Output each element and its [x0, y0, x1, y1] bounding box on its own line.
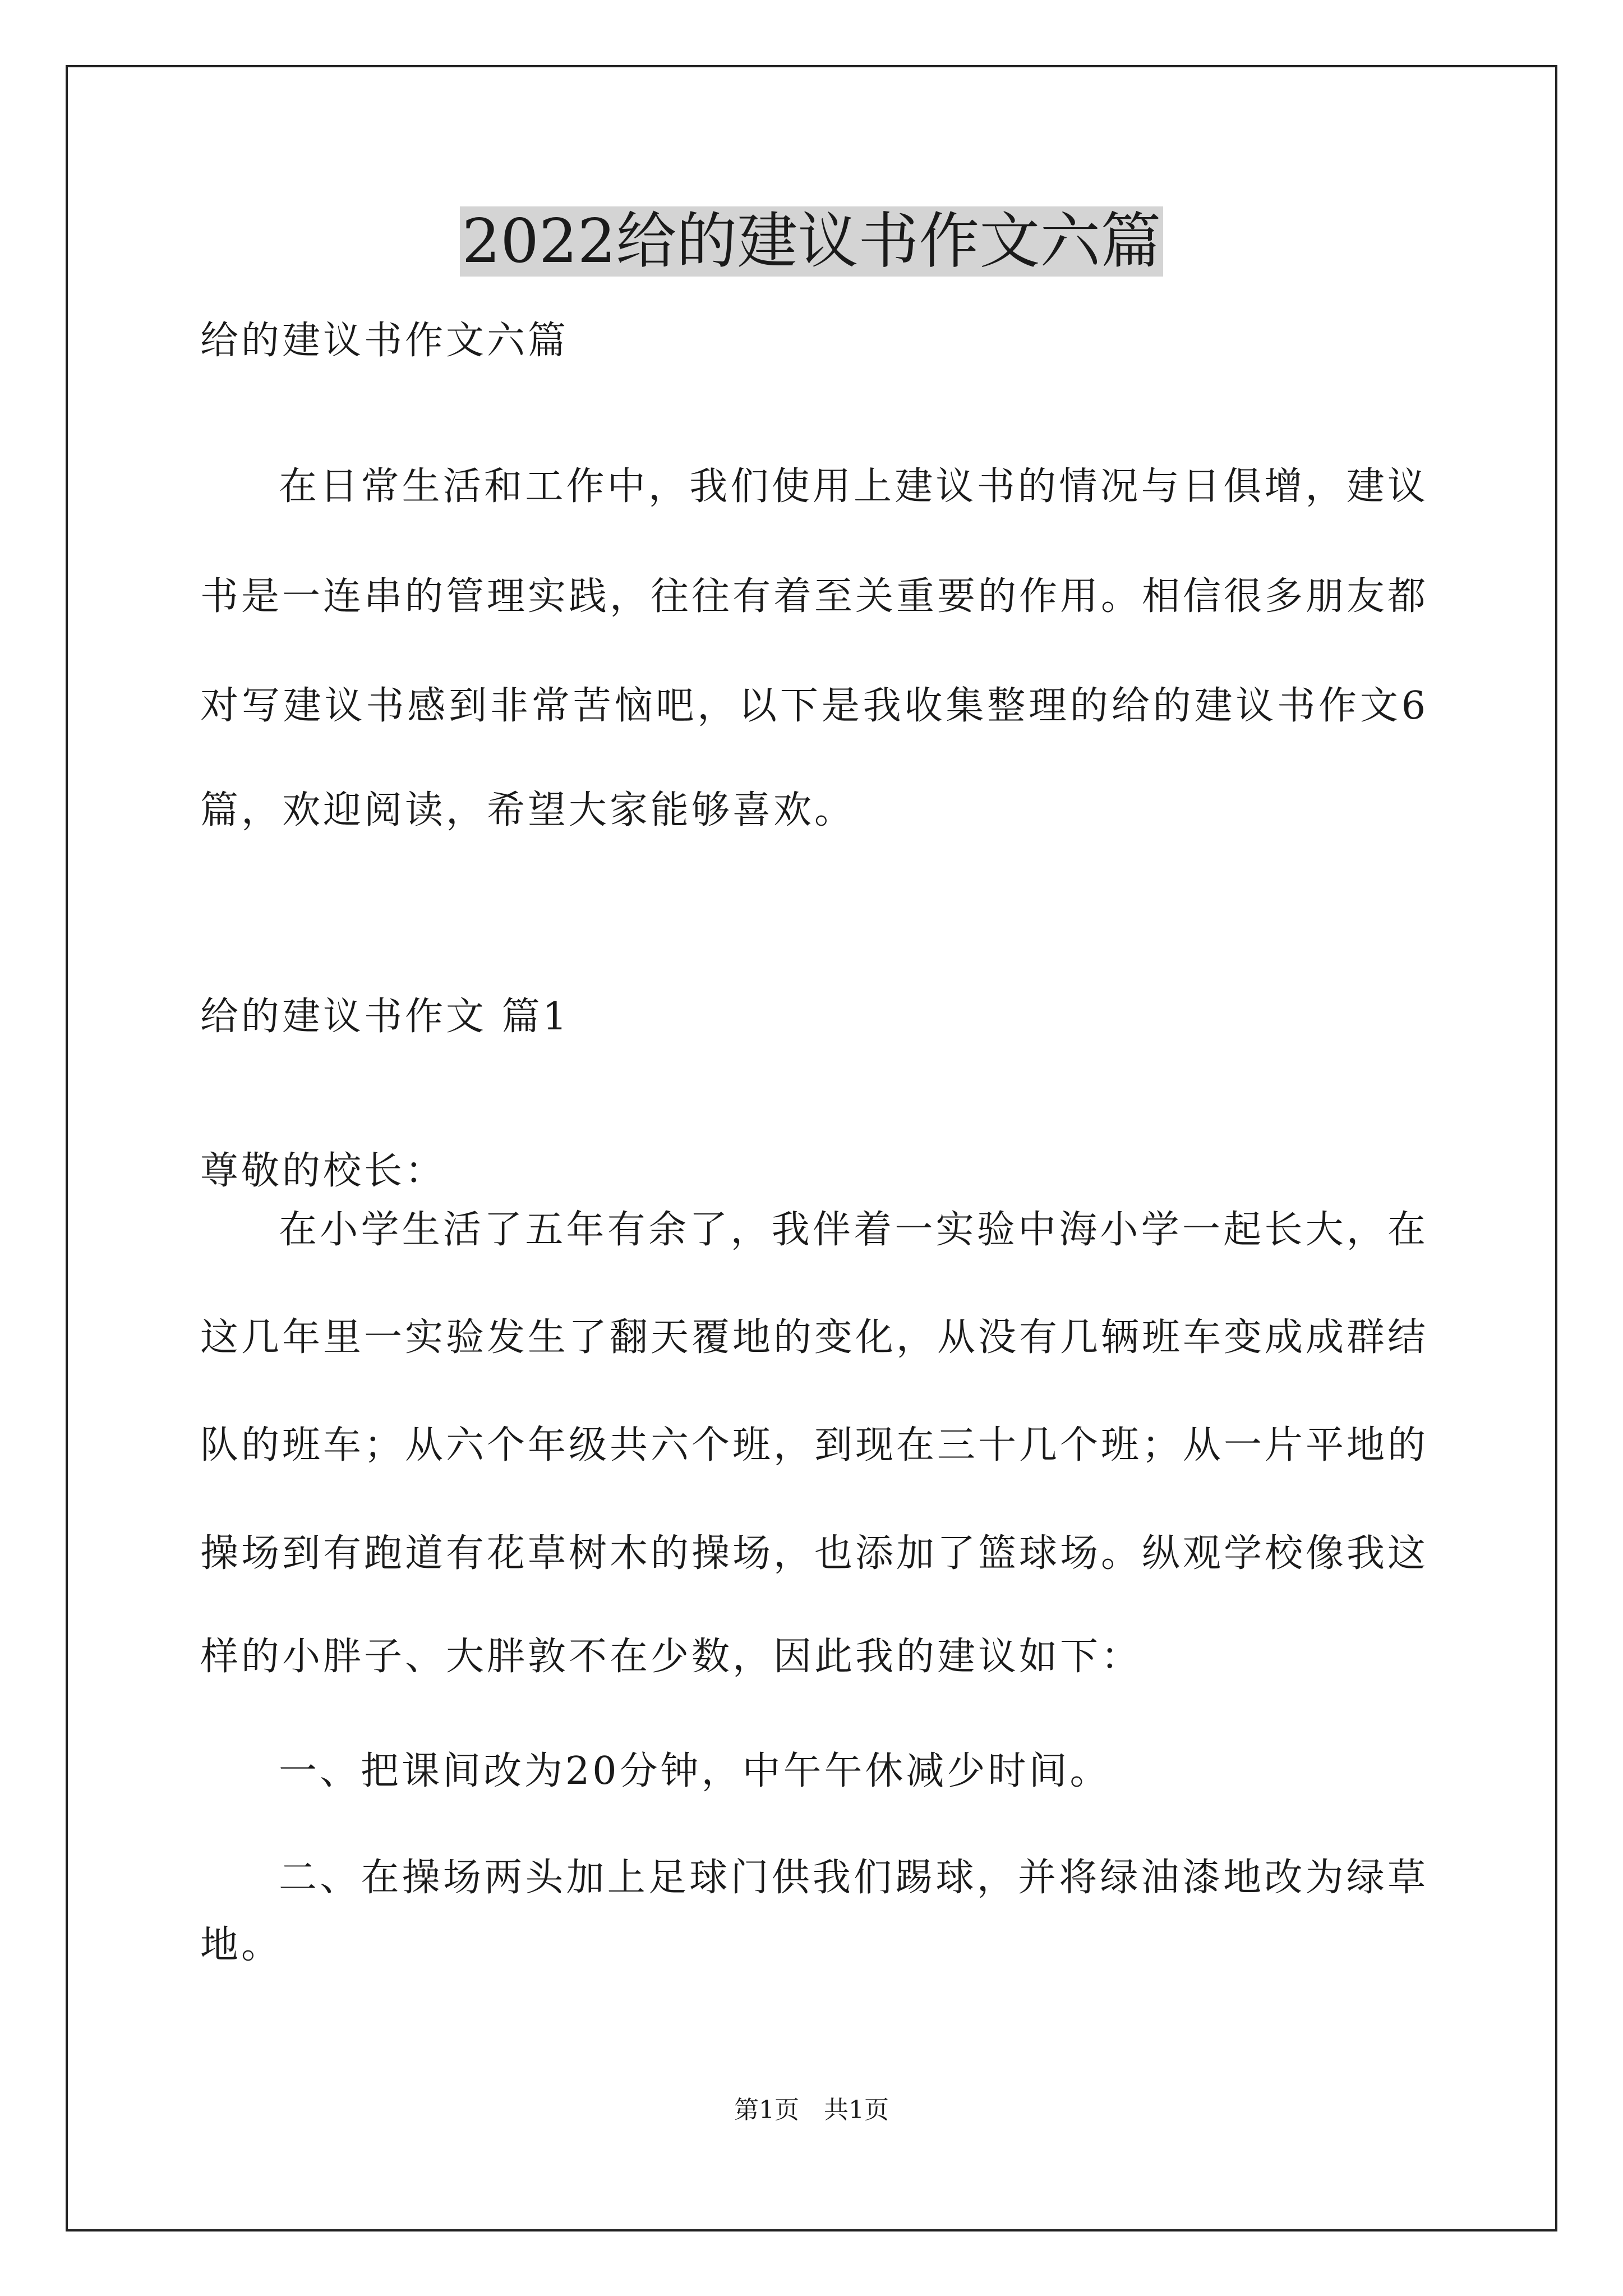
- section-heading: 给的建议书作文 篇1: [200, 995, 570, 1039]
- page-footer: 第1页 共1页: [734, 2096, 889, 2124]
- body-line: 样的小胖子、大胖敦不在少数，因此我的建议如下：: [200, 1635, 1142, 1679]
- intro-line: 在日常生活和工作中，我们使用上建议书的情况与日俱增，建议: [279, 464, 1428, 509]
- body-line: 操场到有跑道有花草树木的操场，也添加了篮球场。纵观学校像我这: [200, 1531, 1429, 1576]
- body-line: 队的班车；从六个年级共六个班，到现在三十几个班；从一片平地的: [200, 1423, 1429, 1467]
- body-line: 这几年里一实验发生了翻天覆地的变化，从没有几辆班车变成成群结: [200, 1315, 1429, 1360]
- intro-line: 书是一连串的管理实践，往往有着至关重要的作用。相信很多朋友都: [200, 574, 1429, 619]
- document-title: 2022给的建议书作文六篇: [0, 200, 1623, 284]
- suggestion-item: 一、把课间改为20分钟，中午午休减少时间。: [279, 1749, 1111, 1793]
- intro-line: 篇，欢迎阅读，希望大家能够喜欢。: [200, 788, 856, 832]
- suggestion-item: 地。: [200, 1923, 283, 1967]
- intro-line: 对写建议书感到非常苦恼吧，以下是我收集整理的给的建议书作文6: [200, 684, 1428, 728]
- suggestion-item: 二、在操场两头加上足球门供我们踢球，并将绿油漆地改为绿草: [279, 1856, 1428, 1900]
- body-line: 在小学生活了五年有余了，我伴着一实验中海小学一起长大，在: [279, 1208, 1428, 1252]
- salutation: 尊敬的校长：: [200, 1149, 446, 1193]
- document-subtitle: 给的建议书作文六篇: [200, 319, 569, 363]
